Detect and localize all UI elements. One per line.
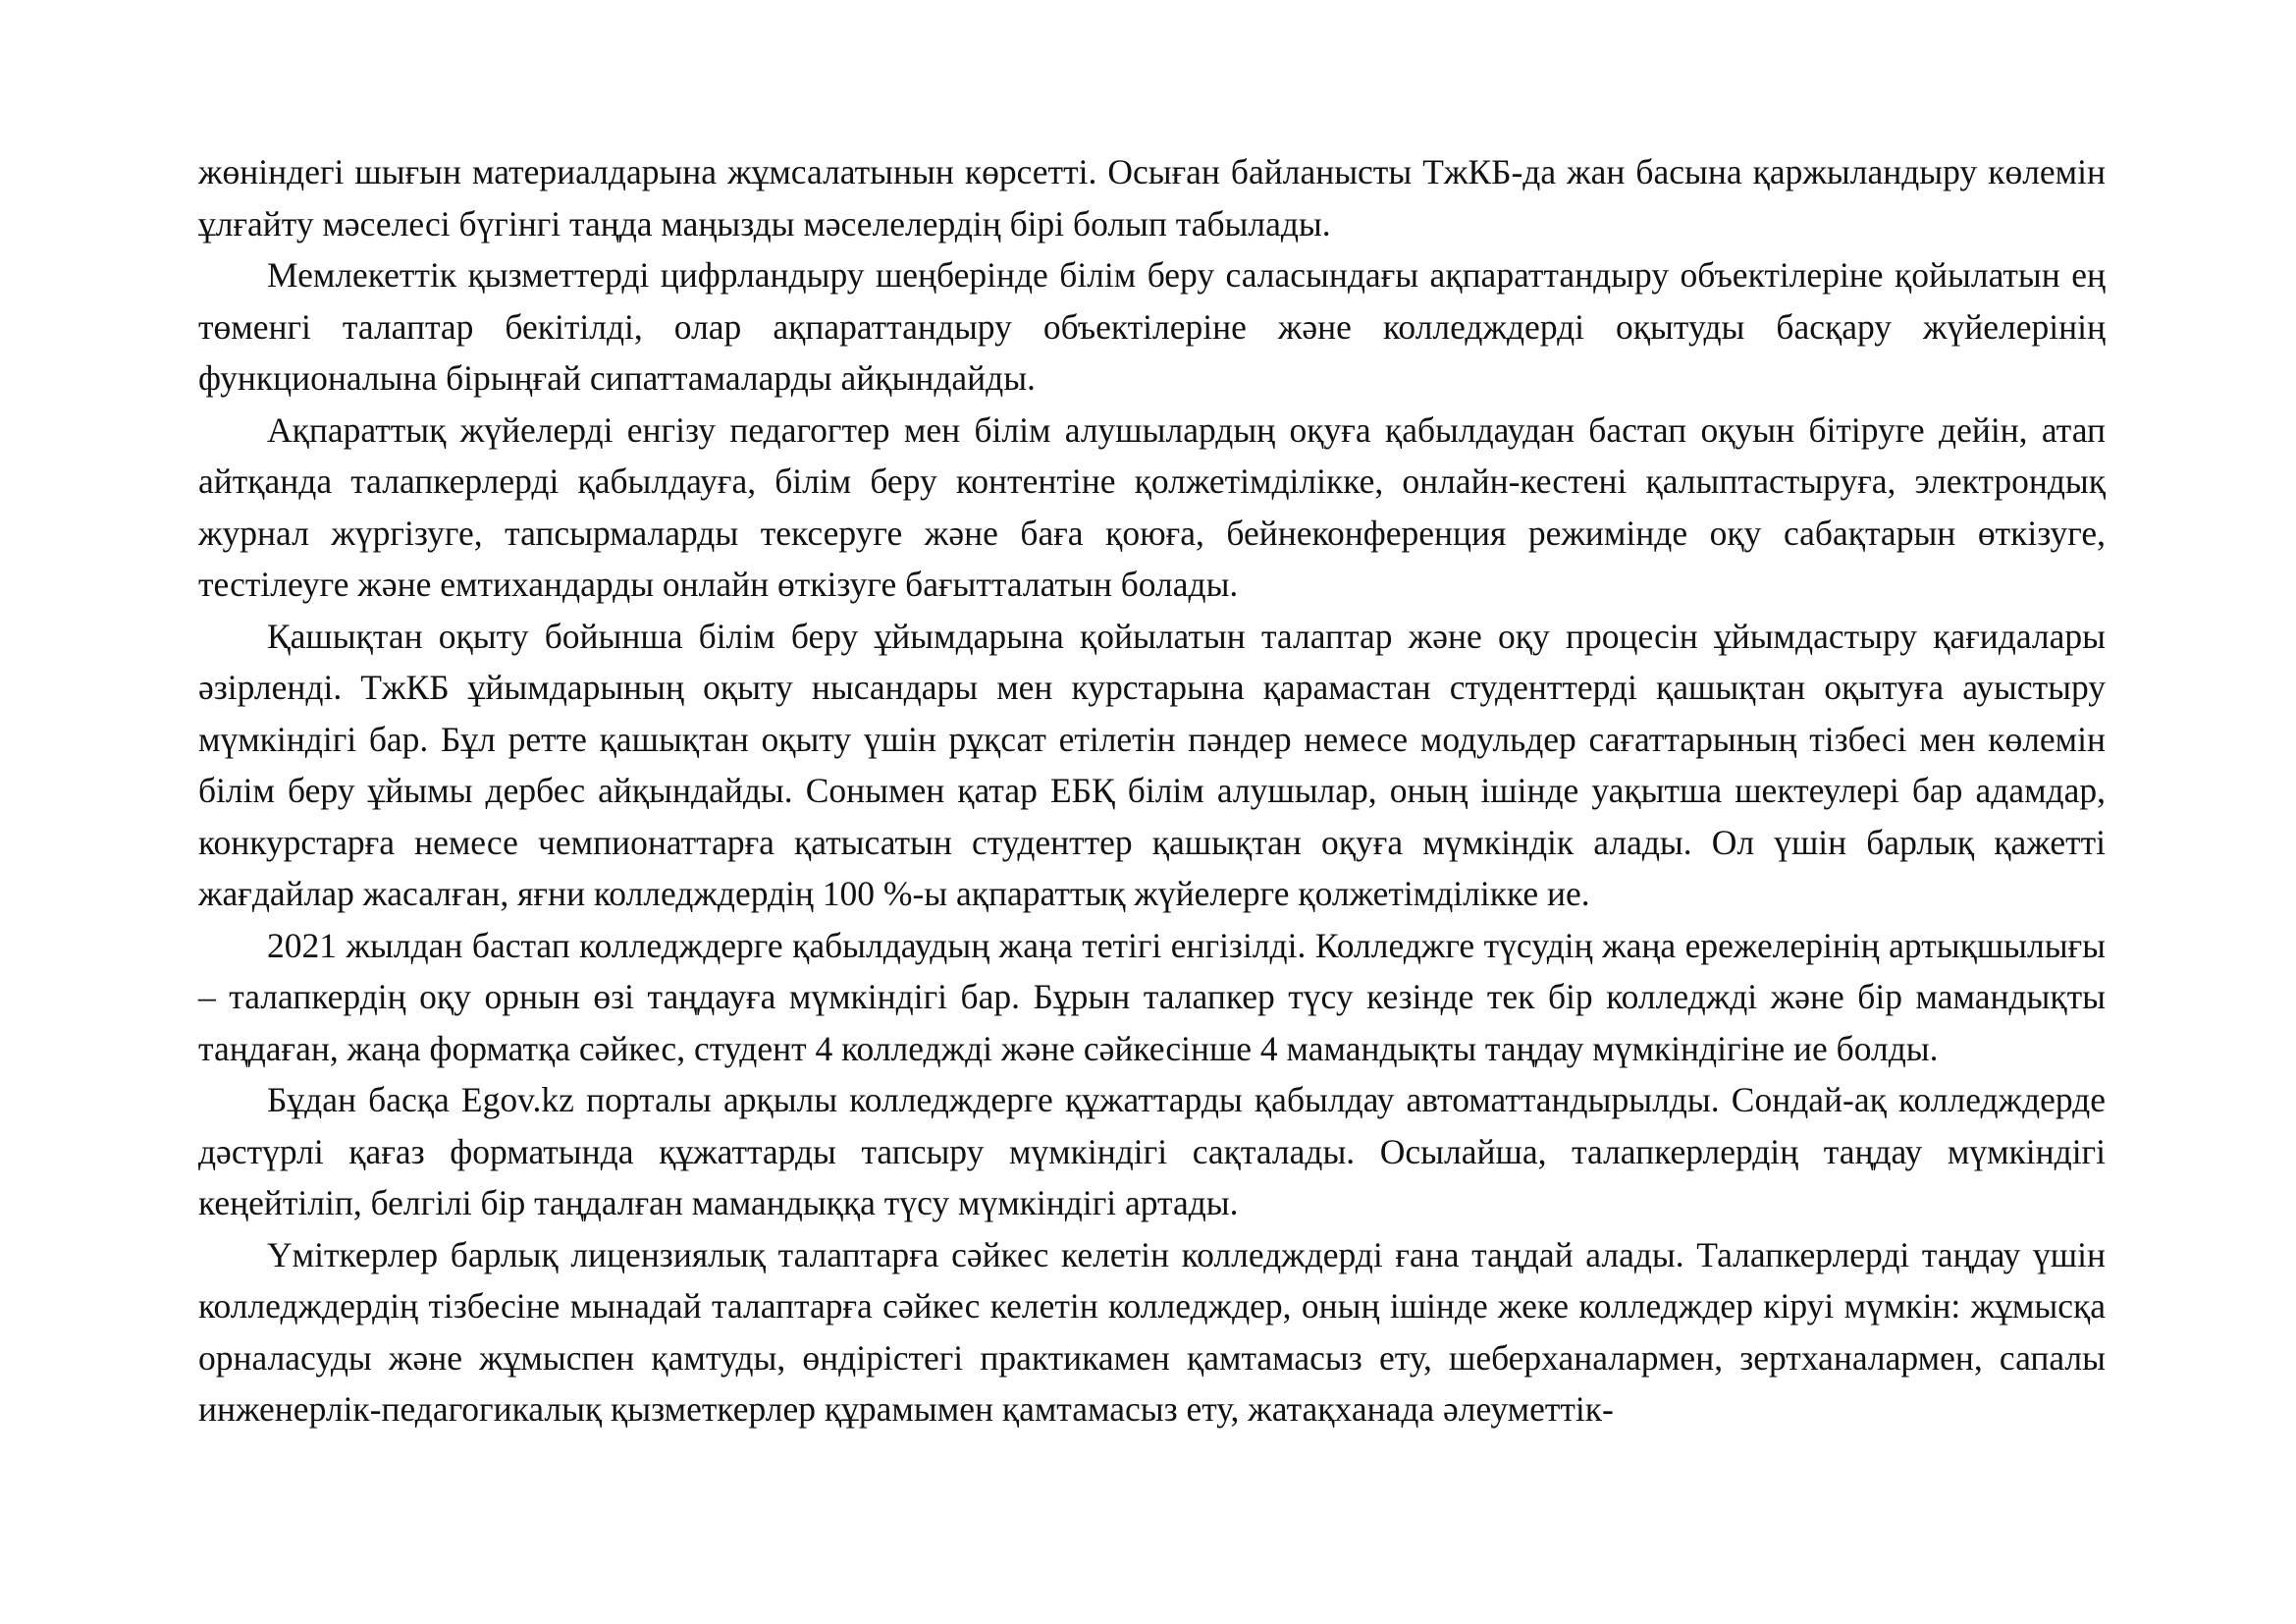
paragraph-continuation: жөніндегі шығын материалдарына жұмсалатынын көрсетті. Осыған байланысты ТжКБ-да жан басына қаржыландыру көлемін ұлғайту мәселесі бүгінгі таңда маңызды мәселелердің бірі болып табылады. bbox=[198, 152, 2106, 244]
paragraph-distance-learning: Қашықтан оқыту бойынша білім беру ұйымдарына қойылатын талаптар және оқу процесін ұйымдастыру қағидалары әзірленді. ТжКБ ұйымдарының оқыту нысандары мен курстарына қарамастан студенттерді қашықтан оқытуға ауыстыру мүмкіндігі бар. Бұл ретте қашықтан оқыту үшін рұқсат етілетін пәндер немесе модульдер сағаттарының тізбесі мен көлемін білім беру ұйымы дербес айқындайды. Сонымен қатар ЕБҚ білім алушылар, оның ішінде уақытша шектеулері бар адамдар, конкурстарға немесе чемпионаттарға қатысатын студенттер қашықтан оқуға мүмкіндік алады. Ол үшін барлық қажетті жағдайлар жасалған, яғни колледждердің 100 %-ы ақпараттық жүйелерге қолжетімділікке ие. bbox=[198, 616, 2106, 913]
paragraph-applicants: Үміткерлер барлық лицензиялық талаптарға сәйкес келетін колледждерді ғана таңдай алады. Талапкерлерді таңдау үшін колледждердің тізбесіне мынадай талаптарға сәйкес келетін колледждер, оның ішінде жеке колледждер кіруі мүмкін: жұмысқа орналасуды және жұмыспен қамтуды, өндірістегі практикамен қамтамасыз ету, шеберханалармен, зертханалармен, сапалы инженерлік-педагогикалық қызметкерлер құрамымен қамтамасыз ету, жатақханада әлеуметтік- bbox=[198, 1234, 2106, 1429]
paragraph-admission-2021: 2021 жылдан бастап колледждерге қабылдаудың жаңа тетігі енгізілді. Колледжге түсудің жаңа ережелерінің артықшылығы – талапкердің оқу орнын өзі таңдауға мүмкіндігі бар. Бұрын талапкер түсу кезінде тек бір колледжді және бір мамандықты таңдаған, жаңа форматқа сәйкес, студент 4 колледжді және сәйкесінше 4 мамандықты таңдау мүмкіндігіне ие болды. bbox=[198, 925, 2106, 1068]
paragraph-digitalization: Мемлекеттік қызметтерді цифрландыру шеңберінде білім беру саласындағы ақпараттандыру объектілеріне қойылатын ең төменгі талаптар бекітілді, олар ақпараттандыру объектілеріне және колледждерді оқытуды басқару жүйелерінің функционалына бірыңғай сипаттамаларды айқындайды. bbox=[198, 255, 2106, 398]
paragraph-information-systems: Ақпараттық жүйелерді енгізу педагогтер мен білім алушылардың оқуға қабылдаудан бастап оқуын бітіруге дейін, атап айтқанда талапкерлерді қабылдауға, білім беру контентіне қолжетімділікке, онлайн-кестені қалыптастыруға, электрондық журнал жүргізуге, тапсырмаларды тексеруге және баға қоюға, бейнеконференция режимінде оқу сабақтарын өткізуге, тестілеуге және емтихандарды онлайн өткізуге бағытталатын болады. bbox=[198, 409, 2106, 604]
paragraph-egov: Бұдан басқа Egov.kz порталы арқылы колледждерге құжаттарды қабылдау автоматтандырылды. Сондай-ақ колледждерде дәстүрлі қағаз форматында құжаттарды тапсыру мүмкіндігі сақталады. Осылайша, талапкерлердің таңдау мүмкіндігі кеңейтіліп, белгілі бір таңдалған мамандыққа түсу мүмкіндігі артады. bbox=[198, 1080, 2106, 1222]
body-text bbox=[198, 146, 2106, 1435]
